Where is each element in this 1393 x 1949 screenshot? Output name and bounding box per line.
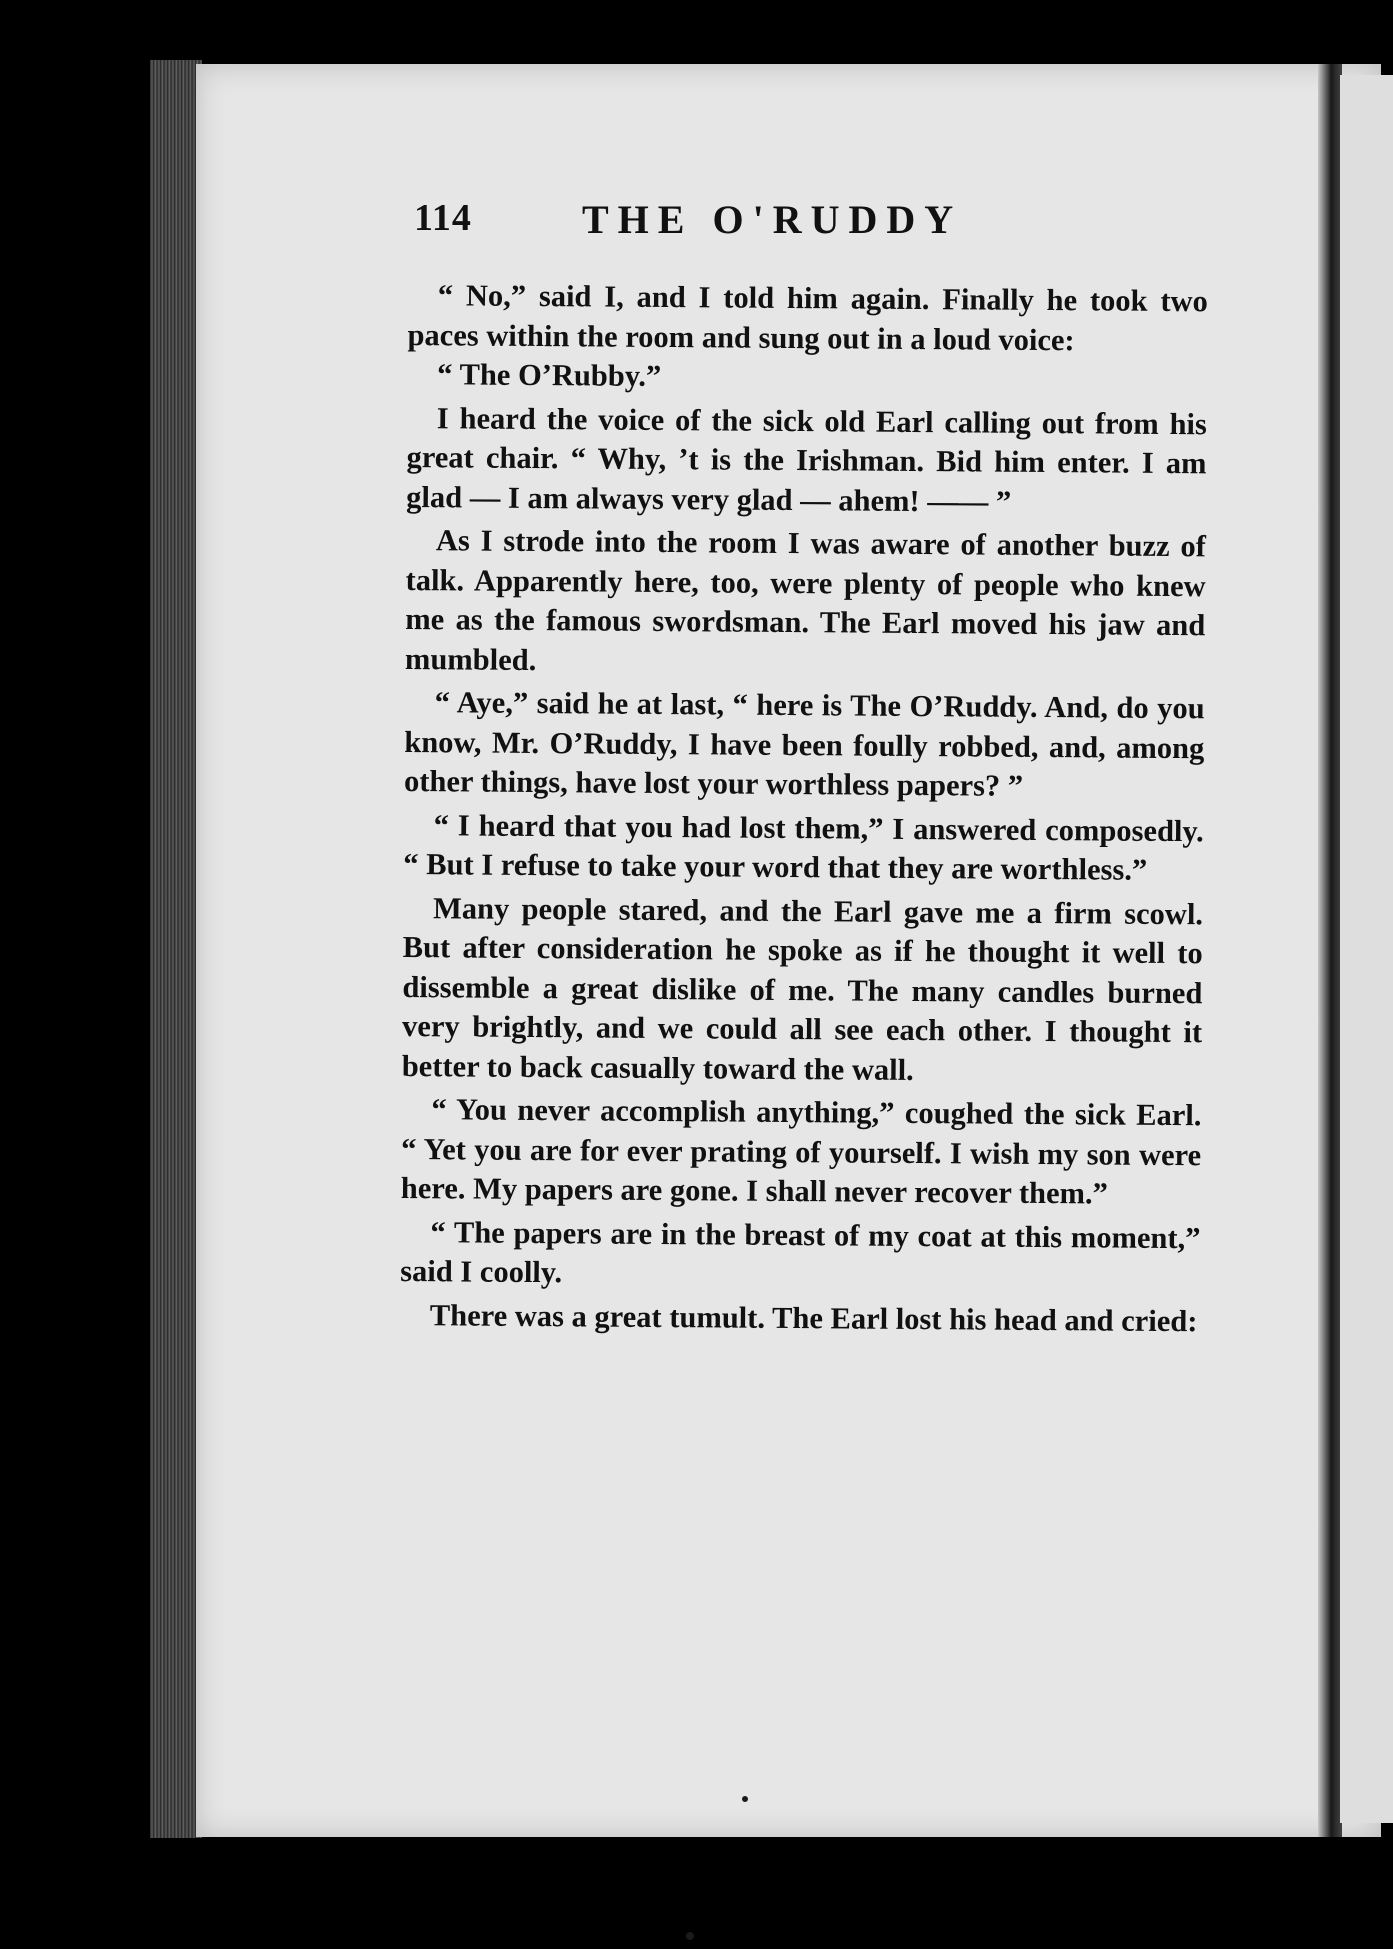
paragraph: “ The papers are in the breast of my coat at this moment,” said I coolly. <box>400 1214 1201 1290</box>
book-page-edges <box>150 60 202 1838</box>
paragraph: “ Aye,” said he at last, “ here is The O’Ruddy. And, do you know, Mr. O’Ruddy, I have been foully robbed, and, among other things, have lost your worthless papers? ” <box>403 685 1205 803</box>
facing-page-edge <box>1340 75 1393 1823</box>
paragraph: As I strode into the room I was aware of another buzz of talk. Apparently here, too, were plenty of people who knew me as the famous swordsman. The Earl moved his jaw and mumbled. <box>404 523 1207 677</box>
page-header <box>414 196 1054 246</box>
scan-speck <box>686 1932 694 1940</box>
paragraph: Many people stared, and the Earl gave me a firm scowl. But after consideration he spoke as if he thought it well to dissemble a great dislike of me. The many candles burned very brightly, and we could all see each other. I thought it better to back casually toward the wall. <box>401 890 1204 1087</box>
paragraph: There was a great tumult. The Earl lost his head and cried: <box>429 1297 1198 1338</box>
paragraph: “ The O’Rubby.” <box>437 357 662 393</box>
paragraph: “ I heard that you had lost them,” I answered composedly. “ But I refuse to take your word that they are worthless.” <box>403 807 1204 887</box>
body-text <box>400 276 1208 1341</box>
paragraph: “ You never accomplish anything,” coughed the sick Earl. “ Yet you are for ever prating of yourself. I wish my son were here. My papers are gone. I shall never recover them.” <box>400 1092 1202 1211</box>
scan-speck <box>742 1796 748 1802</box>
page-number: 114 <box>414 197 472 239</box>
book-gutter <box>1318 64 1342 1837</box>
paragraph: I heard the voice of the sick old Earl calling out from his great chair. “ Why, ’t is the Irishman. Bid him enter. I am glad — I am always very glad — ahem! —— ” <box>406 400 1207 519</box>
running-title: THE O'RUDDY <box>582 197 963 242</box>
paragraph: “ No,” said I, and I told him again. Finally he took two paces within the room and sung out in a loud voice: <box>407 278 1208 357</box>
